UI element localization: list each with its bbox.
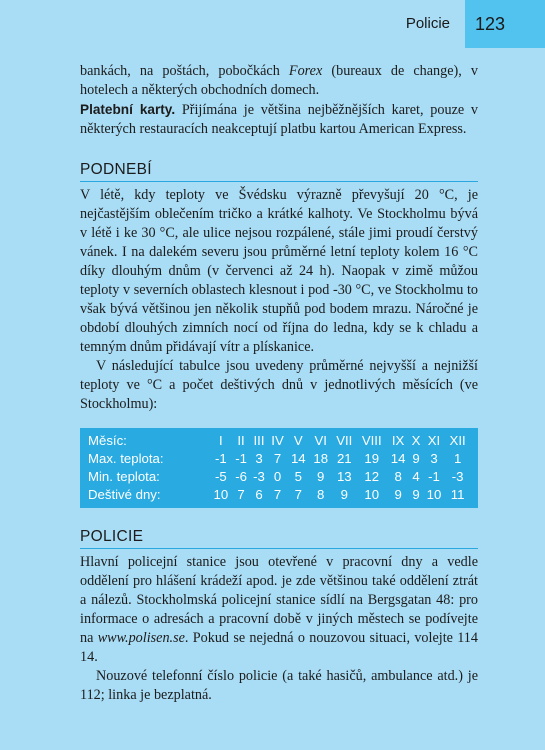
table-header-cell: X — [411, 433, 421, 448]
table-cell: 12 — [364, 469, 380, 484]
table-cell: 7 — [273, 451, 282, 466]
table-cell: 9 — [412, 451, 420, 466]
police-paragraph-1: Hlavní policejní stanice jsou otevřené v pracovní dny a vedle oddělení pro hlášení krádeží apod. je zde většinou také oddělení ztrát a nálezů. Stockholmská policejní stanice sídlí na Bergsgatan 48: pro informace o adresách a pracovní době v jiných městech se podívejte na www.polisen.se. Pokud se nejedná o nouzovou situaci, volejte 114 14. — [80, 554, 478, 665]
table-cell: -1 — [428, 469, 440, 484]
table-cell: 10 — [364, 487, 380, 502]
table-cell: 4 — [412, 469, 420, 484]
table-cell: 9 — [412, 487, 420, 502]
table-cell: 9 — [394, 487, 402, 502]
table-cell: 21 — [336, 451, 352, 466]
table-row — [88, 486, 470, 504]
table-row — [88, 450, 470, 468]
climate-heading: PODNEBÍ — [80, 161, 478, 182]
table-header-cell: VI — [314, 433, 327, 448]
climate-paragraph-2: V následující tabulce jsou uvedeny průměrné nejvyšší a nejnižší teploty ve °C a počet deštivých dnů v jednotlivých měsících (ve Stockholmu): — [80, 358, 478, 412]
forex-term: Forex — [288, 63, 323, 79]
table-cell: 7 — [294, 487, 302, 502]
table-row-label: Min. teplota: — [88, 469, 160, 484]
table-cell: -3 — [451, 469, 464, 484]
table-header-cell: IX — [391, 433, 405, 448]
table-header-cell: XI — [427, 433, 441, 448]
table-cell: 8 — [317, 487, 325, 502]
climate-table — [88, 432, 470, 504]
table-cell: 0 — [273, 469, 282, 484]
page-header — [0, 0, 545, 48]
table-cell: -6 — [235, 469, 247, 484]
table-header-cell: III — [253, 433, 265, 448]
climate-table-box — [80, 428, 478, 508]
table-header-cell: I — [219, 433, 223, 448]
table-row-label: Deštivé dny: — [88, 487, 161, 502]
climate-paragraph-1: V létě, kdy teploty ve Švédsku výrazně převyšují 20 °C, je nejčastějším oblečením tričko a krátké kalhoty. Ve Stockholmu bývá v létě i ke 30 °C, ale ulice nejsou rozpálené, stále jimi proudí čerstvý vánek. I na dalekém severu jsou průměrné letní teploty kolem 16 °C díky dlouhým dnům (v červenci až 24 h). Naopak v zimě můžou teploty v severních oblastech klesnout i pod -30 °C, ve Stockholmu to však bývá většinou jen několik stupňů pod bodem mrazu. Náročné je období dlouhých zimních nocí od října do ledna, kdy se k chladu a temným dnům přidávají vítr a plískanice. — [80, 187, 478, 355]
table-cell: 3 — [430, 451, 438, 466]
table-cell: 3 — [255, 451, 263, 466]
table-cell: 9 — [317, 469, 325, 484]
table-cell: 7 — [237, 487, 245, 502]
table-cell: 7 — [273, 487, 282, 502]
table-cell: -5 — [214, 469, 227, 484]
police-paragraph-2: Nouzové telefonní číslo policie (a také hasičů, ambulance atd.) je 112; linka je bezplatná. — [80, 668, 478, 703]
table-cell: -3 — [253, 469, 265, 484]
intro-paragraph: bankách, na poštách, pobočkách Forex (bureaux de change), v hotelech a některých obchodních domech. — [80, 63, 478, 98]
table-cell: 14 — [290, 451, 306, 466]
table-header-cell: VIII — [361, 433, 382, 448]
table-header-cell: II — [237, 433, 245, 448]
police-heading: POLICIE — [80, 528, 478, 549]
table-cell: 5 — [294, 469, 302, 484]
table-cell: -1 — [235, 451, 247, 466]
table-cell: 6 — [255, 487, 263, 502]
table-cell: 8 — [394, 469, 402, 484]
table-cell: -1 — [214, 451, 227, 466]
cards-lead: Platební karty. — [80, 102, 176, 117]
table-cell: 10 — [213, 487, 229, 502]
table-cell: 1 — [453, 451, 462, 466]
table-row — [88, 468, 470, 486]
table-cell: 13 — [336, 469, 352, 484]
table-cell: 18 — [313, 451, 329, 466]
table-header-cell: IV — [271, 433, 284, 448]
cards-paragraph: Platební karty. Přijímána je většina nejběžnějších karet, pouze v některých restauracích neakceptují platbu kartou American Express. — [80, 102, 478, 137]
table-cell: 19 — [364, 451, 380, 466]
running-header-section: Policie — [405, 15, 450, 32]
table-cell: 9 — [340, 487, 348, 502]
table-header-cell: V — [293, 433, 303, 448]
table-header-cell: Měsíc: — [88, 433, 127, 448]
table-cell: 11 — [450, 487, 465, 502]
table-row-label: Max. teplota: — [88, 451, 164, 466]
table-header-cell: VII — [336, 433, 353, 448]
table-cell: 10 — [426, 487, 442, 502]
table-header-cell: XII — [449, 433, 466, 448]
table-cell: 14 — [390, 451, 406, 466]
page-number: 123 — [465, 0, 545, 48]
police-website-link[interactable]: www.polisen.se — [97, 630, 185, 646]
page-body — [80, 62, 478, 705]
climate-table-header-row — [88, 432, 470, 450]
